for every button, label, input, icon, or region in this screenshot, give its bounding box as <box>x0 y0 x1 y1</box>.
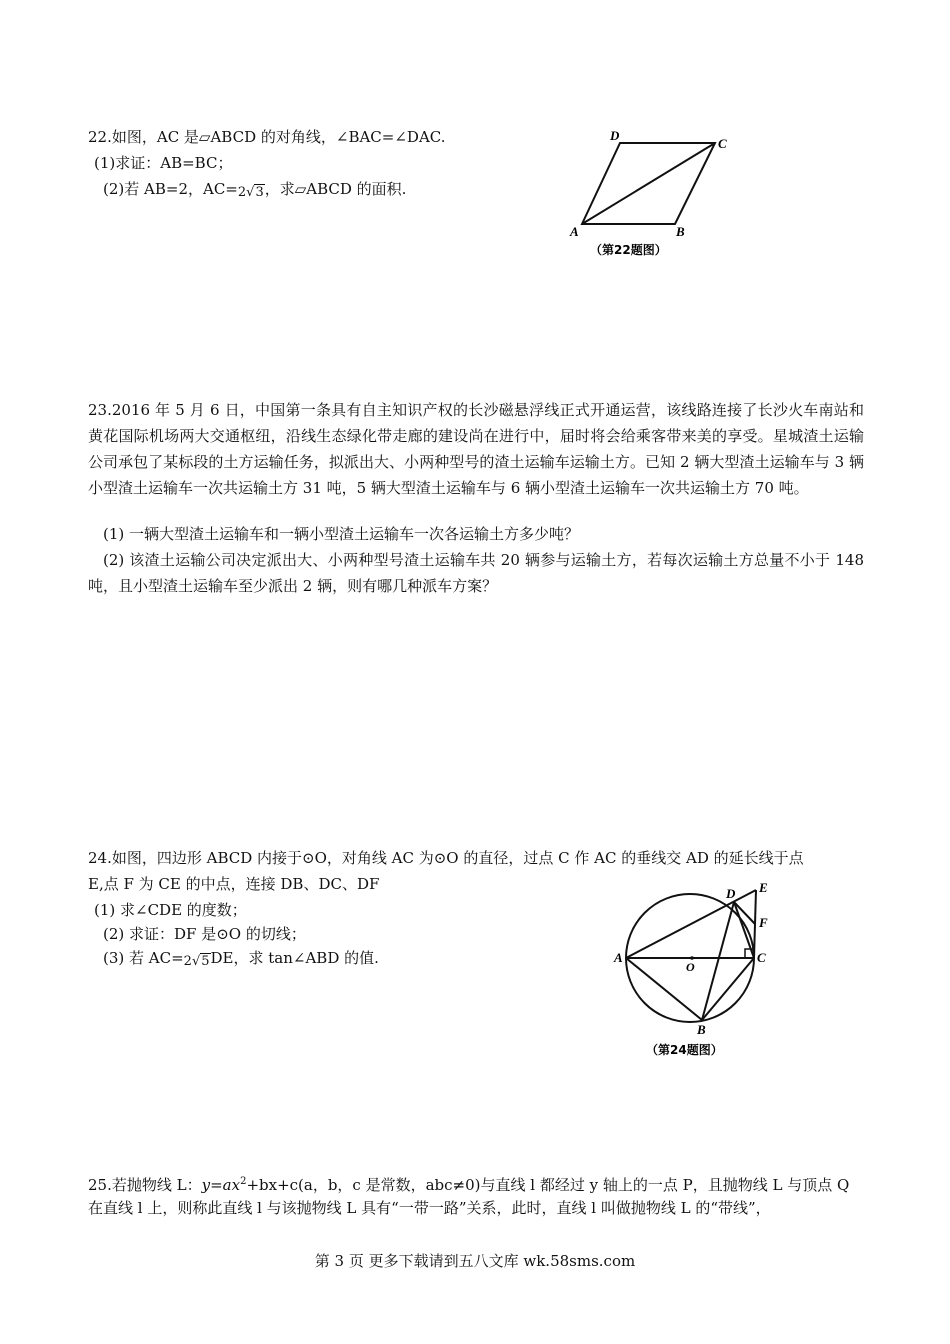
q24-radical: 2√5 <box>183 954 210 969</box>
q25-formula-rest: +bx+c(a，b，c 是常数，abc≠0) <box>246 1176 481 1194</box>
label-c: C <box>718 136 727 151</box>
q23-part1: (1) 一辆大型渣土运输车和一辆小型渣土运输车一次各运输土方多少吨？ <box>103 525 580 543</box>
q24-figure <box>608 878 778 1064</box>
q25-text-a: 25.若抛物线 L： <box>88 1176 202 1194</box>
q24-stem-line1: 24.如图，四边形 ABCD 内接于⊙O，对角线 AC 为⊙O 的直径，过点 C 作 AC 的垂线交 AD 的延长线于点 <box>88 849 804 867</box>
q22-radical-value: 3 <box>255 185 264 200</box>
q24-part3-text-a: (3) 若 AC= <box>103 949 184 967</box>
segment-ad-extended <box>626 890 756 958</box>
q22-figure <box>560 126 745 262</box>
q22-part2-text-b: ，求▱ABCD 的面积. <box>264 180 407 198</box>
label-a: A <box>614 950 623 965</box>
q24-stem-line2: E,点 F 为 CE 的中点，连接 DB、DC、DF <box>88 875 380 893</box>
q25-stem-line2: 在直线 l 上，则称此直线 l 与该抛物线 L 具有“一带一路”关系，此时，直线 l 叫做抛物线 L 的“带线”， <box>88 1199 771 1217</box>
q24-part2: (2) 求证：DF 是⊙O 的切线； <box>103 925 306 943</box>
label-d: D <box>726 886 736 901</box>
label-f: F <box>759 915 768 930</box>
q22-figure-caption: （第22题图） <box>590 243 667 257</box>
q24-radical-coef: 2 <box>183 954 192 969</box>
q24-radical-value: 5 <box>201 954 210 969</box>
label-c: C <box>757 950 766 965</box>
q24-part1: (1) 求∠CDE 的度数； <box>94 901 247 919</box>
q25-formula-eq: = <box>210 1176 223 1194</box>
q24-figure-caption: （第24题图） <box>646 1043 723 1057</box>
q23-stem: 23.2016 年 5 月 6 日，中国第一条具有自主知识产权的长沙磁悬浮线正式开通运营，该线路连接了长沙火车南站和黄花国际机场两大交通枢纽，沿线生态绿化带走廊的建设尚在进行中，届时将会给乘客带来美的享受。星城渣土运输公司承包了某标段的土方运输任务，拟派出大、小两种型号的渣土运输车运输土方。已知 2 辆大型渣土运输车与 3 辆小型渣土运输车一次共运输土方 31 吨，5 辆大型渣土运输车与 6 辆小型渣土运输车一次共运输土方 70 吨。 <box>88 401 864 497</box>
q25-text-b: 与直线 l 都经过 y 轴上的一点 P，且抛物线 L 与顶点 Q <box>480 1176 850 1194</box>
q25-formula-ax: ax <box>222 1176 241 1194</box>
label-b: B <box>697 1022 706 1037</box>
q25-formula-exp: 2 <box>240 1176 247 1187</box>
q22-stem: 22.如图，AC 是▱ABCD 的对角线，∠BAC=∠DAC. <box>88 128 446 146</box>
q24-part3 <box>103 945 379 975</box>
label-b: B <box>676 224 685 239</box>
label-e: E <box>759 880 768 895</box>
label-o: O <box>686 960 695 974</box>
q22-radical-coef: 2 <box>237 185 247 200</box>
q24-part3-text-b: DE，求 tan∠ABD 的值. <box>210 949 379 967</box>
page-footer: 第 3 页 更多下载请到五八文库 wk.58sms.com <box>314 1252 636 1270</box>
q23-part2: (2) 该渣土运输公司决定派出大、小两种型号渣土运输车共 20 辆参与运输土方，若每次运输土方总量不小于 148 吨，且小型渣土运输车至少派出 2 辆，则有哪几种派车方案？ <box>88 551 864 595</box>
q25-formula-y: y <box>201 1176 211 1194</box>
q22-part2 <box>103 176 406 206</box>
q22-part1: (1)求证：AB=BC； <box>94 154 233 172</box>
q22-radical: 2√3 <box>237 185 264 200</box>
label-d: D <box>610 128 620 143</box>
label-a: A <box>570 224 579 239</box>
q22-part2-text-a: (2)若 AB=2，AC= <box>103 180 238 198</box>
q25-stem-line1 <box>88 1169 849 1198</box>
